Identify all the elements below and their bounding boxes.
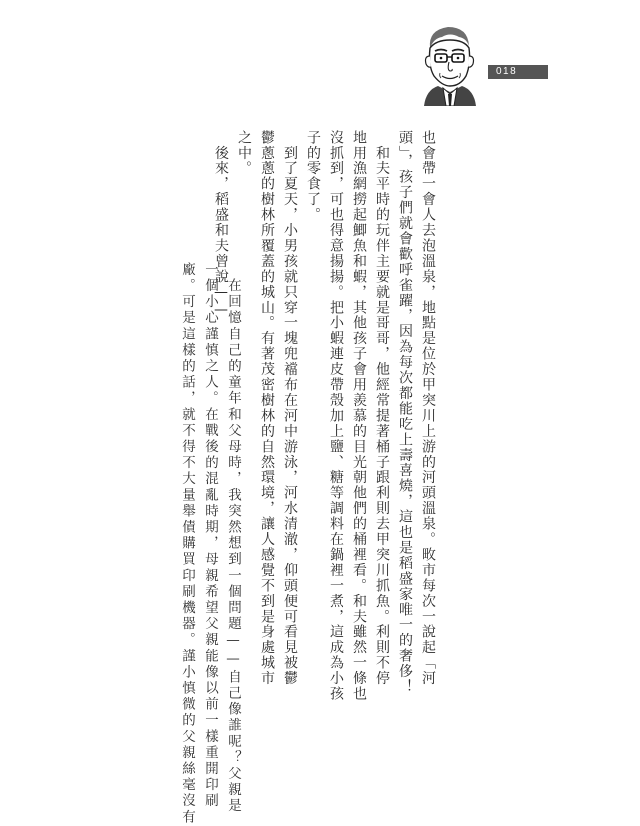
body-text-column: 鬱蔥蔥的樹林所覆蓋的城山。有著茂密樹林的自然環境，讓人感覺不到是身處城市: [259, 130, 275, 687]
page-number-bar: [488, 65, 548, 79]
body-text-column: 子的零食了。: [305, 130, 321, 223]
body-text-column: 也會帶一會人去泡溫泉，地點是位於甲突川上游的河頭溫泉。畋市每次一說起「河: [420, 130, 436, 687]
author-portrait-illustration: [414, 18, 484, 106]
body-text-column: 沒抓到，可也得意揚揚。把小蝦連皮帶殼加上鹽、糖等調料在鍋裡一煮，這成為小孩: [328, 130, 344, 702]
quote-text-column: 在回憶自己的童年和父母時，我突然想到一個問題——自己像誰呢？父親是: [225, 262, 241, 815]
body-text-column: 到了夏天，小男孩就只穿一塊兜襠布在河中游泳，河水清澈，仰頭便可看見被鬱: [282, 130, 298, 687]
page-number: 018: [496, 66, 518, 77]
body-text-column: 後來，稻盛和夫曾說——: [213, 130, 229, 320]
body-text-column: 地用漁網撈起鯽魚和蝦，其他孩子會用羨慕的目光朝他們的桶裡看。和夫雖然一條也: [351, 130, 367, 702]
body-text-column: 之中。: [236, 130, 252, 177]
body-text-column: 頭」，孩子們就會歡呼雀躍，因為每次都能吃上壽喜燒，這也是稻盛家唯一的奢侈！: [397, 130, 413, 695]
body-text-column: 和夫平時的玩伴主要就是哥哥，他經常提著桶子跟利則去甲突川抓魚。利則不停: [374, 130, 390, 687]
quote-text-column: 廠。可是這樣的話，就不得不大量舉債購買印刷機器。謹小慎微的父親絲毫沒有: [179, 262, 195, 826]
quote-text-column: 一個小心謹慎之人。在戰後的混亂時期，母親希望父親能像以前一樣重開印刷: [202, 262, 218, 810]
